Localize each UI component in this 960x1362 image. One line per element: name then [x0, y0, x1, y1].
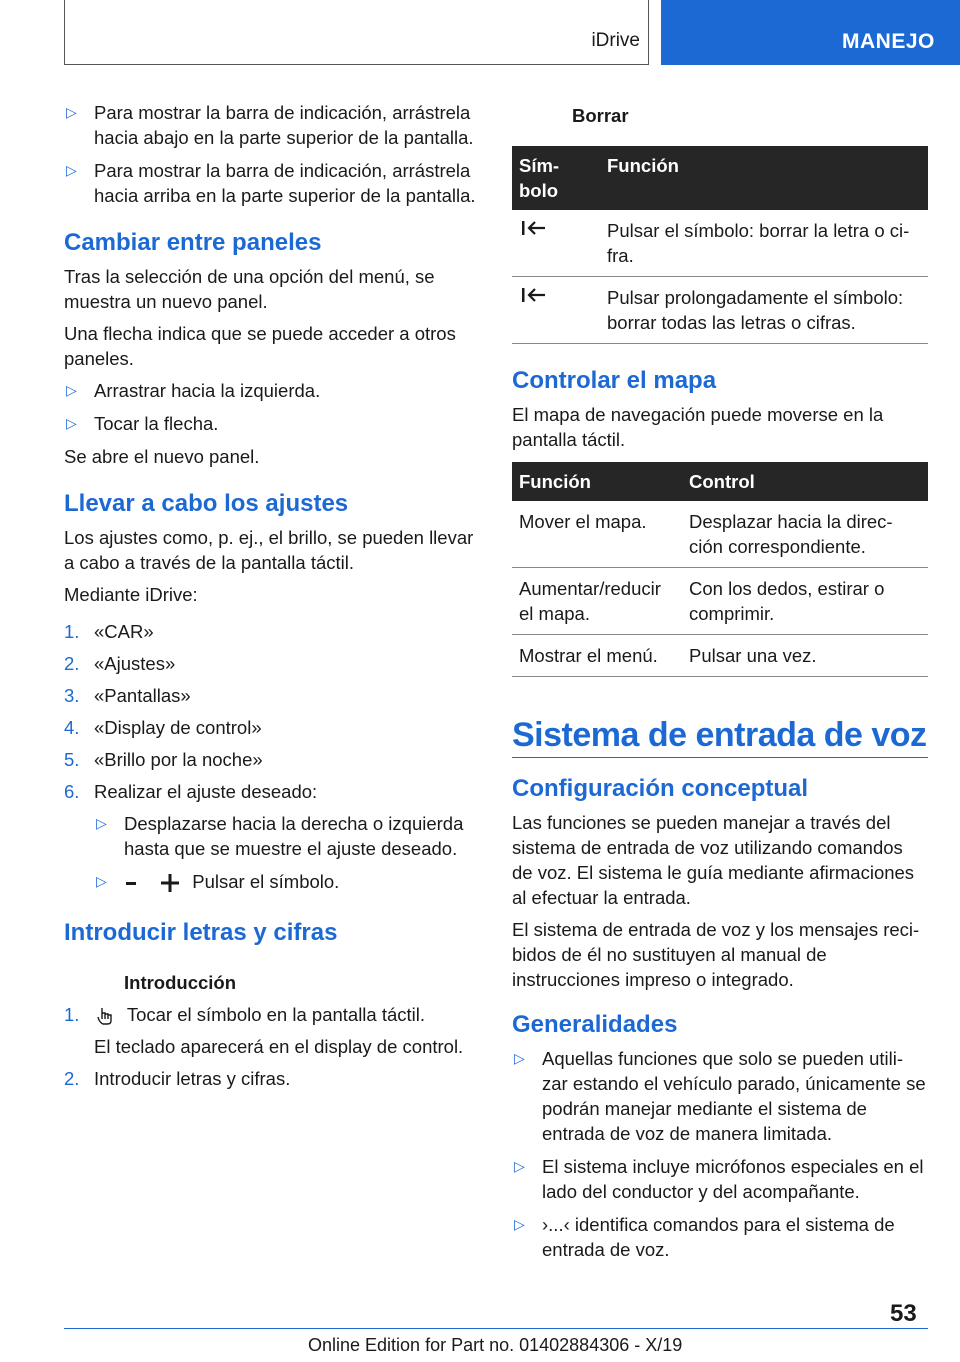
paragraph: Una flecha indica que se puede acceder a otros paneles. [64, 323, 456, 369]
table-cell: Con los dedos, estirar o comprimir. [682, 568, 928, 635]
table-header-cell: Función [600, 146, 928, 210]
bullet-triangle-icon: ▷ [66, 415, 77, 431]
list-item: ▷ Arrastrar hacia la izquierda. [66, 380, 321, 401]
plus-icon [159, 873, 181, 893]
header-section-title: iDrive [591, 30, 640, 51]
list-item: ▷ Para mostrar la barra de indicación, arrástrela hacia abajo en la parte superior de la pantalla. [66, 102, 474, 148]
section-heading: Configuración conceptual [512, 775, 809, 802]
section-heading: Generalidades [512, 1011, 678, 1038]
backspace-arrow-icon [519, 285, 549, 305]
table-cell: Mover el mapa. [512, 501, 682, 568]
table-row [512, 568, 928, 635]
list-item: ▷ Tocar la flecha. [66, 413, 219, 434]
numbered-step: 5. «Brillo por la noche» [64, 749, 263, 770]
table-row [512, 277, 928, 344]
bullet-triangle-icon: ▷ [96, 873, 107, 889]
paragraph: El teclado aparecerá en el display de control. [94, 1036, 464, 1057]
paragraph: Tras la selección de una opción del menú, se muestra un nuevo panel. [64, 266, 435, 312]
numbered-step: 1. «CAR» [64, 621, 154, 642]
section-heading: Llevar a cabo los ajustes [64, 490, 349, 517]
table-header-row [512, 146, 928, 210]
paragraph: Los ajustes como, p. ej., el brillo, se pueden llevar a cabo a través de la pantalla táctil. [64, 527, 474, 573]
chapter-heading: Sistema de entrada de voz [512, 716, 927, 754]
backspace-arrow-icon [519, 218, 549, 238]
paragraph: El mapa de navegación puede moverse en la pantalla táctil. [512, 404, 884, 450]
table-cell [512, 210, 600, 277]
header-chapter-tab [661, 0, 960, 65]
section-heading: Introducir letras y cifras [64, 919, 338, 946]
numbered-step: 2. «Ajustes» [64, 653, 176, 674]
table-cell [512, 277, 600, 344]
list-item: ▷ Aquellas funciones que solo se pueden utili-zar estando el vehículo parado, únicamente se podrán manejar mediante el sistema de entrada de voz de manera limitada. [514, 1048, 926, 1144]
table-row [512, 210, 928, 277]
right-column [512, 100, 928, 1270]
footer-rule [64, 1328, 928, 1329]
left-column [64, 100, 480, 1098]
section-heading: Controlar el mapa [512, 367, 717, 394]
table-cell: Desplazar hacia la direc-ción correspondiente. [682, 501, 928, 568]
numbered-step: 1. Tocar el símbolo en la pantalla táctil. [64, 1004, 426, 1025]
bullet-triangle-icon: ▷ [514, 1158, 525, 1174]
subsection-heading: Borrar [572, 105, 629, 126]
bullet-triangle-icon: ▷ [66, 162, 77, 178]
paragraph: Se abre el nuevo panel. [64, 446, 260, 467]
list-item: ▷ Desplazarse hacia la derecha o izquierda hasta que se muestre el ajuste deseado. [96, 813, 464, 859]
paragraph: Mediante iDrive: [64, 584, 198, 605]
bullet-triangle-icon: ▷ [66, 382, 77, 398]
numbered-step: 3. «Pantallas» [64, 685, 191, 706]
subsection-heading: Introducción [124, 972, 237, 993]
table-header-row [512, 462, 928, 501]
table-row [512, 635, 928, 677]
table-cell: Mostrar el menú. [512, 635, 682, 677]
list-item: ▷ Pulsar el símbolo. [96, 871, 340, 892]
minus-icon [124, 876, 138, 890]
bullet-triangle-icon: ▷ [66, 104, 77, 120]
bullet-triangle-icon: ▷ [514, 1216, 525, 1232]
bullet-triangle-icon: ▷ [514, 1050, 525, 1066]
numbered-step: 6. Realizar el ajuste deseado: [64, 781, 318, 802]
list-item: ▷ ›...‹ identifica comandos para el sistema de entrada de voz. [514, 1214, 895, 1260]
table-row [512, 501, 928, 568]
footer-edition: Online Edition for Part no. 01402884306 - X/19 [308, 1335, 683, 1355]
chapter-rule [512, 757, 928, 758]
map-control-table [512, 462, 928, 677]
table-cell: Aumentar/reducir el mapa. [512, 568, 682, 635]
list-item: ▷ El sistema incluye micrófonos especiales en el lado del conductor y del acompañante. [514, 1156, 924, 1202]
table-cell: Pulsar una vez. [682, 635, 928, 677]
table-header-cell: Función [512, 462, 682, 501]
list-item: ▷ Para mostrar la barra de indicación, arrástrela hacia arriba en la parte superior de la pantalla. [66, 160, 476, 206]
table-header-cell: Sím-bolo [512, 146, 600, 210]
bullet-triangle-icon: ▷ [96, 815, 107, 831]
numbered-step: 2. Introducir letras y cifras. [64, 1068, 291, 1089]
paragraph: Las funciones se pueden manejar a través del sistema de entrada de voz utilizando comandos de voz. El sistema le guía mediante afirmaciones al efectuar la entrada. [512, 812, 915, 908]
header-chapter-label: MANEJO [842, 30, 935, 53]
paragraph: El sistema de entrada de voz y los mensajes reci-bidos de él no sustituyen al manual de instrucciones impreso o integrado. [512, 919, 920, 990]
delete-table [512, 146, 928, 344]
table-header-cell: Control [682, 462, 928, 501]
section-heading: Cambiar entre paneles [64, 229, 322, 256]
hand-touch-icon [94, 1006, 116, 1026]
table-cell: Pulsar prolongadamente el símbolo: borrar todas las letras o cifras. [600, 277, 928, 344]
table-cell: Pulsar el símbolo: borrar la letra o ci-fra. [600, 210, 928, 277]
page-number: 53 [890, 1300, 917, 1327]
numbered-step: 4. «Display de control» [64, 717, 262, 738]
